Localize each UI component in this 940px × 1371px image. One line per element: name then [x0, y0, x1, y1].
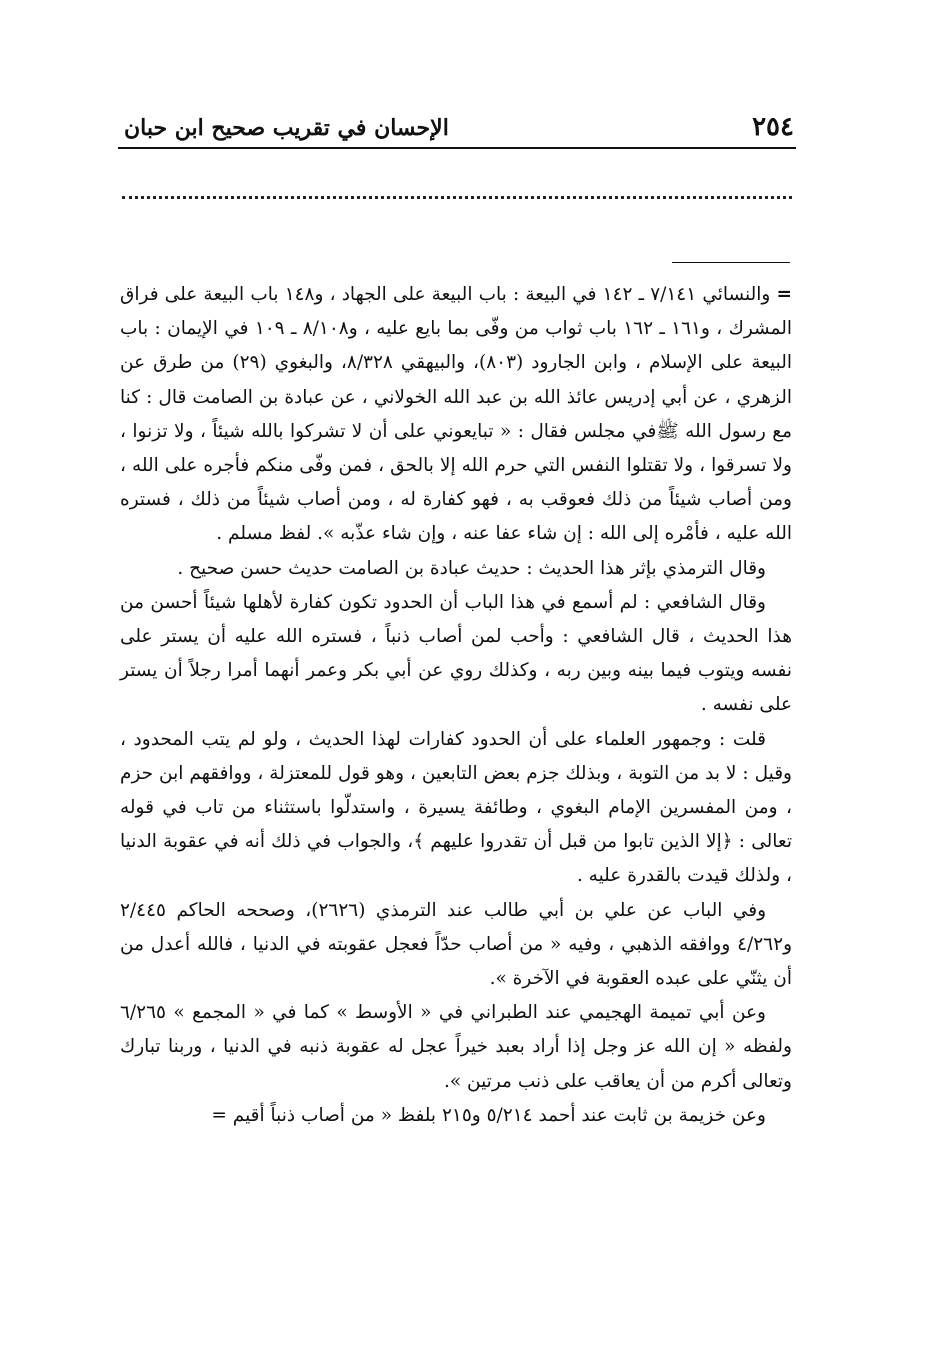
dotted-separator [122, 196, 792, 213]
footnote-paragraph: وفي الباب عن علي بن أبي طالب عند الترمذي (٢٦٢٦)، وصححه الحاكم ٢/٤٤٥ و٤/٢٦٢ ووافقه الذهبي ، وفيه « من أصاب حدّاً فعجل عقوبته في الدنيا ، فالله أعدل من أن يثنّي على عبده العقوبة في الآخرة ». [120, 899, 792, 990]
continuation-mark: = [776, 284, 793, 305]
book-title: الإحسان في تقريب صحيح ابن حبان [124, 115, 449, 141]
footnote-paragraph: قلت : وجمهور العلماء على أن الحدود كفارات لهذا الحديث ، ولو لم يتب المحدود ، وقيل : لا بد من التوبة ، وبذلك جزم بعض التابعين ، وهو قول للمعتزلة ، ووافقهم ابن حزم ، ومن المفسرين الإمام البغوي ، وطائفة يسيرة ، واستدلّوا باستثناء من تاب في قوله تعالى : ﴿إلا الذين تابوا من قبل أن تقدروا عليهم ﴾، والجواب في ذلك أنه في عقوبة الدنيا ، ولذلك قيدت بالقدرة عليه . [120, 728, 792, 887]
footnote-rule [672, 262, 790, 263]
footnote-paragraph: وعن خزيمة بن ثابت عند أحمد ٥/٢١٤ و٢١٥ بلفظ « من أصاب ذنباً أقيم = [211, 1104, 766, 1126]
footnote-paragraph: وعن أبي تميمة الهجيمي عند الطبراني في « الأوسط » كما في « المجمع » ٦/٢٦٥ ولفظه « إن الله عز وجل إذا أراد بعبد خيراً عجل له عقوبة ذنبه في الدنيا ، وربنا تبارك وتعالى أكرم من أن يعاقب على ذنب مرتين ». [120, 1002, 792, 1092]
running-header [118, 112, 796, 146]
footnote-paragraph: = والنسائي ٧/١٤١ ـ ١٤٢ في البيعة : باب البيعة على الجهاد ، و١٤٨ باب البيعة على فراق المشرك ، و١٦١ ـ ١٦٢ باب ثواب من وفّى بما بايع عليه ، و٨/١٠٨ ـ ١٠٩ في الإيمان : باب البيعة على الإسلام ، وابن الجارود (٨٠٣)، والبيهقي ٨/٣٢٨، والبغوي (٢٩) من طرق عن الزهري ، عن أبي إدريس عائذ الله بن عبد الله الخولاني ، عن عبادة بن الصامت قال : كنا مع رسول الله ﷺفي مجلس فقال : « تبايعوني على أن لا تشركوا بالله شيئاً ، ولا تزنوا ، ولا تسرقوا ، ولا تقتلوا النفس التي حرم الله إلا بالحق ، فمن وفّى منكم فأجره على الله ، ومن أصاب شيئاً من ذلك فعوقب به ، فهو كفارة له ، ومن أصاب شيئاً من ذلك ، فستره الله عليه ، فأمْره إلى الله : إن شاء عفا عنه ، وإن شاء عذّبه ». لفظ مسلم . [120, 284, 793, 545]
footnote-paragraph: وقال الشافعي : لم أسمع في هذا الباب أن الحدود تكون كفارة لأهلها شيئاً أحسن من هذا الحديث ، قال الشافعي : وأحب لمن أصاب ذنباً ، فستره الله عليه أن يستر على نفسه ويتوب فيما بينه وبين ربه ، وكذلك روي عن أبي بكر وعمر أنهما أمرا رجلاً أن يستر على نفسه . [120, 591, 792, 716]
page-number: ٢٥٤ [752, 112, 794, 142]
footnote-paragraph: وقال الترمذي بإثر هذا الحديث : حديث عبادة بن الصامت حديث حسن صحيح . [177, 557, 766, 579]
footnote-text [120, 278, 792, 1133]
header-rule [118, 147, 796, 149]
